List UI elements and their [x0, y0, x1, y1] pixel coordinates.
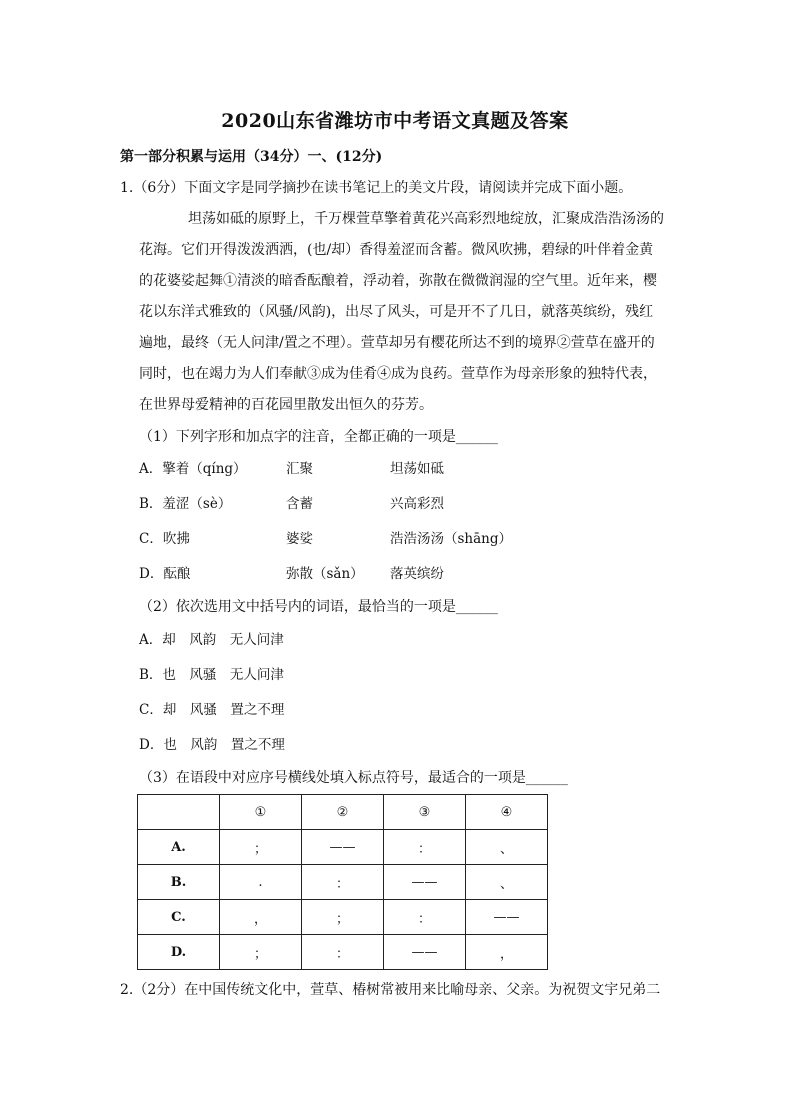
- table-cell: ：: [302, 865, 384, 900]
- table-header-cell: ④: [466, 795, 548, 830]
- option-b-col1: B．羞涩（sè）: [139, 496, 232, 512]
- passage-line: 同时，也在竭力为人们奉献③成为佳肴④成为良药。萱草作为母亲形象的独特代表，: [139, 366, 657, 382]
- passage-line: 遍地，最终（无人问津/置之不理）。萱草却另有樱花所达不到的境界②萱草在盛开的: [139, 335, 655, 351]
- table-cell: 、: [466, 830, 548, 865]
- table-cell: ——: [384, 865, 466, 900]
- sub-question-1: （1）下列字形和加点字的注音，全都正确的一项是______: [139, 429, 498, 445]
- table-header-cell: ②: [302, 795, 384, 830]
- table-cell: ：: [384, 900, 466, 935]
- table-header-row: [138, 795, 548, 830]
- option-d: D．也 风韵 置之不理: [139, 737, 285, 753]
- table-cell: .: [220, 865, 302, 900]
- option-c-col1: C．吹拂: [139, 531, 190, 547]
- table-cell: ；: [302, 900, 384, 935]
- option-b-col3: 兴高彩烈: [390, 496, 444, 512]
- passage-line: 在世界母爱精神的百花园里散发出恒久的芬芳。: [139, 397, 433, 413]
- table-header-cell: ①: [220, 795, 302, 830]
- section-header: 第一部分积累与运用（34分）一、(12分): [120, 149, 383, 165]
- table-header-cell: [138, 795, 220, 830]
- table-cell: ，: [466, 935, 548, 970]
- option-c: C．却 风骚 置之不理: [139, 702, 285, 718]
- table-row: [138, 865, 548, 900]
- sub-question-2: （2）依次选用文中括号内的词语，最恰当的一项是______: [139, 599, 498, 615]
- question-2-stem: 2.（2分）在中国传统文化中，萱草、椿树常被用来比喻母亲、父亲。为祝贺文宇兄弟二: [120, 982, 661, 998]
- table-cell: C.: [138, 900, 220, 935]
- option-d-col3: 落英缤纷: [390, 566, 444, 582]
- table-cell: 、: [466, 865, 548, 900]
- table-cell: B.: [138, 865, 220, 900]
- table-cell: ——: [302, 830, 384, 865]
- table-cell: ：: [384, 830, 466, 865]
- table-cell: ；: [220, 935, 302, 970]
- passage-line: 坦荡如砥的原野上，千万棵萱草擎着黄花兴高彩烈地绽放，汇聚成浩浩汤汤的: [188, 211, 664, 227]
- table-cell: ：: [302, 935, 384, 970]
- option-c-col3: 浩浩汤汤（shāng）: [390, 531, 513, 547]
- option-a-col1: A．擎着（qíng）: [139, 461, 247, 477]
- punctuation-table: [137, 794, 548, 970]
- sub-question-3: （3）在语段中对应序号横线处填入标点符号，最适合的一项是______: [139, 770, 568, 786]
- option-b-col2: 含蓄: [286, 496, 313, 512]
- question-1-stem: 1.（6分）下面文字是同学摘抄在读书笔记上的美文片段，请阅读并完成下面小题。: [120, 180, 633, 196]
- option-d-col1: D．酝酿: [139, 566, 191, 582]
- option-d-col2: 弥散（sǎn）: [286, 566, 364, 582]
- passage-line: 花海。它们开得泼泼洒洒，(也/却）香得羞涩而含蓄。微风吹拂，碧绿的叶伴着金黄: [139, 242, 654, 258]
- passage-line: 的花婆娑起舞①清淡的暗香酝酿着，浮动着，弥散在微微润湿的空气里。近年来，樱: [139, 273, 657, 289]
- table-header-cell: ③: [384, 795, 466, 830]
- table-row: [138, 935, 548, 970]
- table-cell: ——: [384, 935, 466, 970]
- option-a: A．却 风韵 无人问津: [139, 632, 284, 648]
- page-title: 2020山东省潍坊市中考语文真题及答案: [221, 110, 569, 132]
- passage-line: 花以东洋式雅致的（风骚/风韵)，出尽了风头，可是开不了几日，就落英缤纷，残红: [139, 304, 654, 320]
- table-row: [138, 830, 548, 865]
- option-b: B．也 风骚 无人问津: [139, 667, 284, 683]
- table-cell: A.: [138, 830, 220, 865]
- option-c-col2: 婆娑: [286, 531, 313, 547]
- table-cell: D.: [138, 935, 220, 970]
- table-row: [138, 900, 548, 935]
- table-cell: ，: [220, 900, 302, 935]
- option-a-col2: 汇聚: [286, 461, 313, 477]
- option-a-col3: 坦荡如砥: [390, 461, 444, 477]
- table-cell: ；: [220, 830, 302, 865]
- table-cell: ——: [466, 900, 548, 935]
